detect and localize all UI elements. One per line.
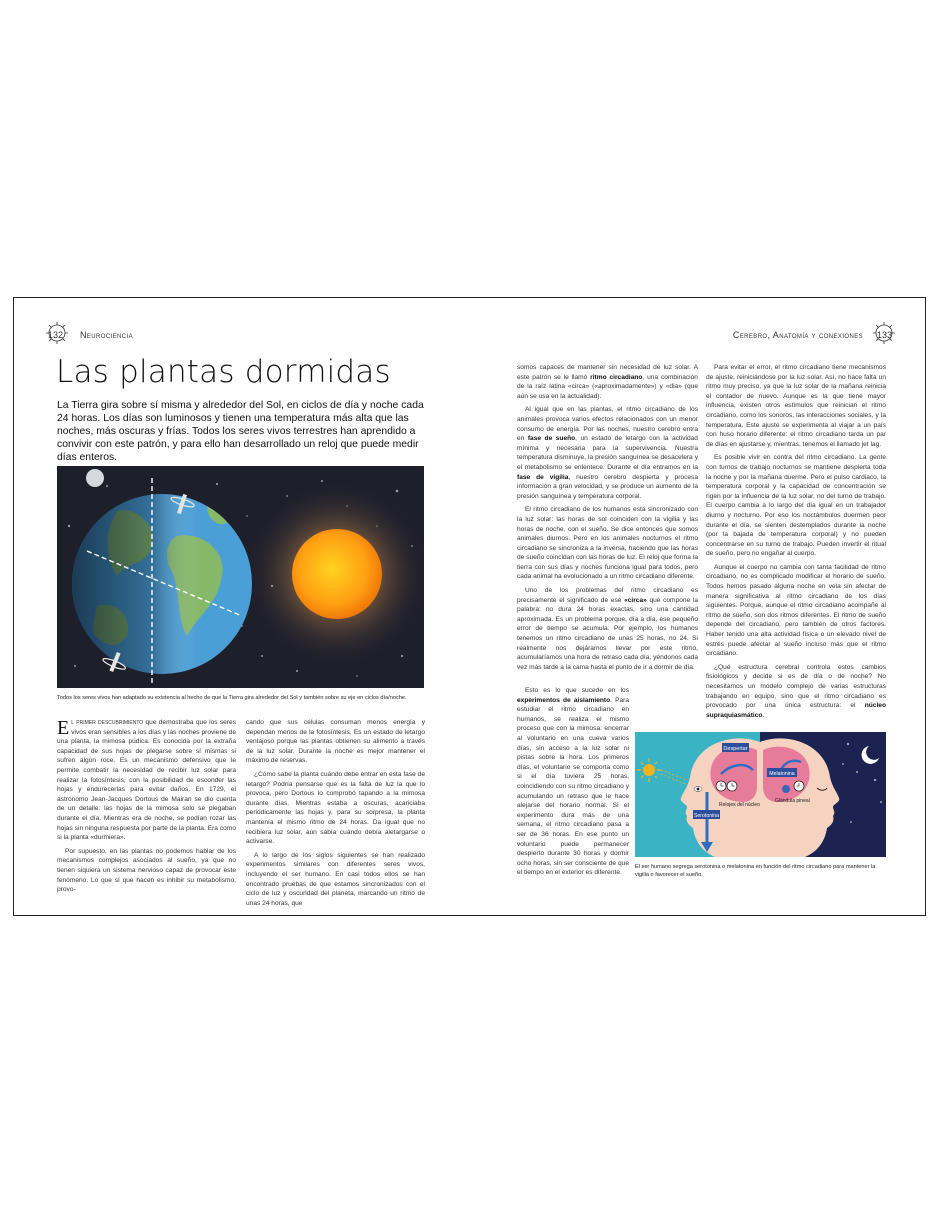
paragraph: ¿Cómo sabe la planta cuándo debe entrar en esta fase de letargo? Podría pensarse que es la falta de luz la que lo provoca, pero Dortous lo comprobó tapando a la mimosa durante días. Mientras estaba a oscuras, acariciaba periódicamente las hojas y, para su sorpresa, la planta mantenía el mismo ritmo de 24 horas. Da igual que no recibiera luz solar, aún sabía cuándo debía aletargarse o activarse. bbox=[246, 770, 425, 846]
pineal-gland bbox=[782, 785, 790, 793]
paragraph: cando que sus células consuman menos energía y dependan menos de la fotosíntesis. Es un estado de letargo ventajoso porque las plantas obtienen su alimento a través de la luz solar. Durante la noche es mejor mantener el máximo de reservas. bbox=[246, 719, 425, 765]
despertar-label: Despertar bbox=[723, 746, 748, 752]
brain-figure-caption: El ser humano segrega serotonina o melatonina en función del ritmo circadiano para mantener la vigilia o favorecer el sueño. bbox=[635, 864, 876, 878]
paragraph: Uno de los problemas del ritmo circadiano es precisamente el significado de ese «circa» que compone la palabra: no dura 24 horas exactas, sino una cantidad aproximada. Es un problema porque, día a día, ese pequeño error de tiempo se acumula. Por ejemplo, los humanos tenemos un ritmo circadiano de unas 25 horas, no 24. Si realmente nos dejáramos llevar por este ritmo, acumularíamos una hora de retraso cada día, yéndonos cada vez más tarde a la cama hasta el punto de ir a dormir de día. bbox=[517, 587, 698, 671]
article-title: Las plantas dormidas bbox=[56, 354, 391, 390]
paragraph: Al igual que en las plantas, el ritmo circadiano de los animales provoca varios efectos relacionados con un menor consumo de energía. Por las noches, nuestro cerebro entra en fase de sueño, un estado de letargo con la actividad mínima y necesaria para la supervivencia. Nuestra temperatura disminuye, la presión sanguínea se desacelera y el metabolismo se enlentece. Durante el día entramos en la fase de vigilia, nuestro cerebro despierta y procesa información a gran velocidad, y se produce un aumento de la presión sanguínea y temperatura corporal. bbox=[517, 406, 698, 500]
paragraph: El primer descubrimiento que demostraba que los seres vivos eran sensibles a los días y las noches proviene de una planta, la mimosa púdica. Es conocida por la extraña capacidad de sus hojas de plegarse sobre sí mismas si sufren algún roce. Es un mecanismo defensivo que le permite combatir la necesidad de recibir luz solar para realizar la fotosíntesis, con la posibilidad de esconder las hojas y endurecerlas para evitar daños. En 1729, el astrónomo Jean-Jacques Dortous de Mairan se dio cuenta de un detalle: las hojas de la mimosa solo se plegaban durante el día. Mientras era de noche, se podían rozar las hojas sin ninguna respuesta por parte de la planta. Era como si la planta «durmiera». bbox=[57, 717, 236, 842]
column-2 bbox=[246, 718, 425, 912]
right-running-title: Cerebro, Anatomía y conexiones bbox=[732, 330, 863, 340]
column-1 bbox=[57, 718, 236, 899]
column-3-continued bbox=[517, 686, 629, 882]
paragraph: Aunque el cuerpo no cambia con tanta facilidad de ritmo circadiano, no es complicado modificar el horario de sueño. Todos hemos pasado alguna noche en vela sin afectar de manera significativa al ritmo circadiano de los días siguientes. Porque, aunque el ritmo circadiano acompañe al ritmo de sueño, son dos ritmos diferentes. El ritmo de sueño depende del circadiano, pero también de otros factores. Haber tenido una alta actividad física o un elevado nivel de estrés puede afectar al sueño incluso más que el ritmo circadiano. bbox=[706, 563, 886, 658]
serotonina-label: Serotonina bbox=[693, 813, 720, 819]
circadian-brain-illustration bbox=[635, 732, 886, 857]
right-page-number: 133 bbox=[876, 330, 892, 340]
column-3 bbox=[517, 363, 698, 676]
paragraph: Para evitar el error, el ritmo circadiano tiene mecanismos de ajuste, reiniciándose por la luz solar. Así, no hace falta un ritmo muy preciso, ya que la luz solar de la mañana reinicia el contador de nuevo. Aunque es la que tiene mayor influencia, existen otros estímulos que reinician el ritmo circadiano, como los sonoros, las interacciones sociales, y la temperatura. Este ajuste se experimenta al viajar a un país con huso horario diferente: el ritmo circadiano tarda un par de días en ajustarse y, mientras, tenemos el llamado jet lag. bbox=[706, 364, 886, 448]
left-running-title: Neurociencia bbox=[80, 330, 133, 340]
column-4 bbox=[706, 363, 886, 724]
paragraph: El ritmo circadiano de los humanos está sincronizado con la luz solar: las horas de sol coinciden con la vigilia y las horas de noche, con el sueño. Se dice entonces que somos animales diurnos. Pero en los animales nocturnos el ritmo circadiano se sincroniza a la inversa, haciendo que las horas de sueño coincidan con las horas de luz. El reloj que forma la tierra con sus días y noches funciona igual para todos, pero cada animal ha evolucionado a un ritmo circadiano diferente. bbox=[517, 506, 698, 581]
drop-cap: E bbox=[57, 717, 70, 739]
paragraph: A lo largo de los siglos siguientes se han realizado experimentos similares con diferentes seres vivos, incluyendo el ser humano. En casi todos ellos se han encontrado pruebas de que estamos sincronizados con el ciclo de luz y oscuridad del planeta, marcando un ritmo de unas 24 horas, que bbox=[246, 851, 425, 907]
paragraph: ¿Qué estructura cerebral controla estos cambios fisiológicos y decide si es de día o de noche? No necesitamos un modelo complejo de varias estructuras trabajando en equipo, sino que el ritmo circadiano es provocado por una única estructura: el núcleo supraquiasmático. bbox=[706, 663, 886, 719]
article-lead: La Tierra gira sobre sí misma y alrededor del Sol, en ciclos de día y noche cada 24 horas. Los días son luminosos y tienen una temperatura más alta que las noches, más oscuras y frías. Todos los seres vivos terrestres han aprendido a convivir con este patrón, y para ello han desarrollado un reloj que puede medir días enteros. bbox=[57, 400, 424, 463]
paragraph: Por supuesto, en las plantas no podemos hablar de los mecanismos complejos asociados al sueño, ya que no tienen siquiera un sistema nervioso capaz de provocar este fenómeno. Lo que sí que hacen es inhibir su metabolismo, provo- bbox=[57, 847, 236, 894]
earth-figure-caption: Todos los seres vivos han adaptado su existencia al hecho de que la Tierra gira alrededor del Sol y también sobre su eje en ciclos día/noche. bbox=[57, 695, 407, 701]
paragraph: somos capaces de mantener sin necesidad de luz solar. A este patrón se le llamó ritmo circadiano, una combinación de la raíz latina «circa» («aproximadamente») y «dia» (que aún se usa en la actualidad). bbox=[517, 364, 698, 400]
book-spread bbox=[13, 297, 926, 916]
melatonina-label: Melatonina bbox=[769, 771, 795, 777]
paragraph: Es posible vivir en contra del ritmo circadiano. La gente con turnos de trabajo nocturnos se mantiene despierta toda la noche y por la mañana duerme. Pero el pulso cardiaco, la temperatura corporal y la capacidad de concentración se rigen por la influencia de la luz solar, no del turno de trabajo. El cuerpo cambia a lo largo del día igual en un trabajador diurno y nocturno. Por eso los noctámbulos duermen peor durante el día, se sienten destemplados durante la noche (por la bajada de temperatura corporal) y no pueden concentrarse en su turno de trabajo. Pueden invertir el ritual de sueño, pero no engañar al cuerpo. bbox=[706, 454, 886, 558]
paragraph: Esto es lo que sucede en los experimentos de aislamiento. Para estudiar el ritmo circadiano en humanos, se realiza el mismo proceso que con la mimosa: encerrar al voluntario en una cueva varios días, sin acceso a la luz solar ni pistas sobre la hora. Los primeros días, el voluntario se comporta como si el día tuviera 25 horas, coincidiendo con su ritmo circadiano y acumulando un retraso que le hace alejarse del horario normal. Si el experimento dura más de una semana, el ritmo circadiano pasa a ser de 36 horas. En ese punto un voluntario puede permanecer despierto durante 30 horas y dormir ocho horas, sin ser consciente de que el tiempo en el exterior es diferente. bbox=[517, 687, 629, 877]
reloj-label: Relojes del núcleo bbox=[719, 802, 760, 808]
earth-sun-illustration bbox=[57, 466, 424, 688]
glandula-label: Glándula pineal bbox=[775, 798, 810, 804]
left-page-number: 132 bbox=[48, 330, 64, 340]
